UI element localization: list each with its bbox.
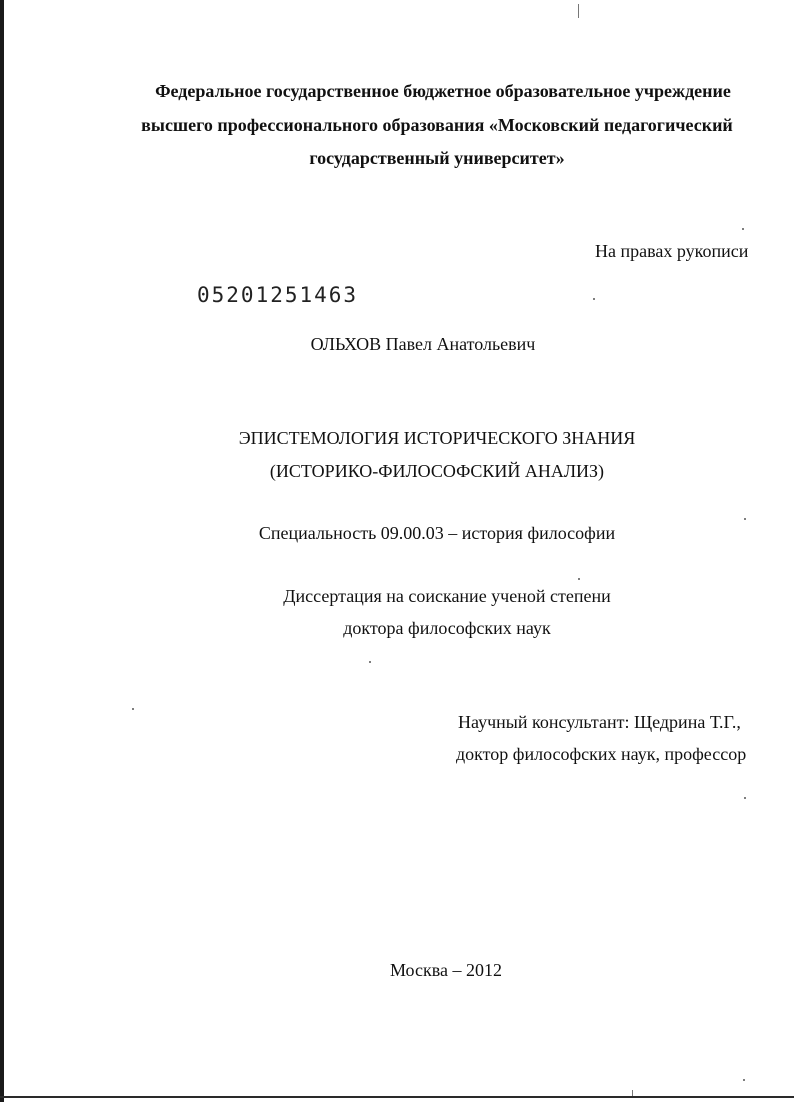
- institution-line-1: Федеральное государственное бюджетное образовательное учреждение: [155, 81, 731, 101]
- scan-speck: [744, 518, 746, 520]
- degree-line-2: доктора философских наук: [343, 618, 551, 638]
- scan-tick: [578, 4, 579, 18]
- scan-tick: [632, 1090, 633, 1096]
- scan-speck: [593, 298, 595, 300]
- degree-line-1: Диссертация на соискание ученой степени: [283, 586, 611, 606]
- institution-line-2: высшего профессионального образования «Московский педагогический: [141, 115, 733, 135]
- consultant-line-2: доктор философских наук, профессор: [456, 744, 747, 764]
- scan-speck: [369, 661, 371, 663]
- author-name: ОЛЬХОВ Павел Анатольевич: [310, 334, 536, 354]
- scan-speck: [743, 1079, 745, 1081]
- scan-border-bottom: [0, 1096, 794, 1098]
- scan-speck: [744, 797, 746, 799]
- specialty: Специальность 09.00.03 – история философии: [258, 523, 616, 543]
- stamp-number: 05201251463: [197, 283, 359, 307]
- consultant-line-1: Научный консультант: Щедрина Т.Г.,: [458, 712, 741, 732]
- scan-speck: [742, 228, 744, 230]
- city-year: Москва – 2012: [390, 960, 502, 980]
- scan-speck: [578, 578, 580, 580]
- dissertation-title-line-2: (ИСТОРИКО-ФИЛОСОФСКИЙ АНАЛИЗ): [269, 461, 605, 481]
- manuscript-note: На правах рукописи: [595, 241, 749, 261]
- scan-speck: [132, 708, 134, 710]
- institution-line-3: государственный университет»: [309, 148, 565, 168]
- dissertation-title-line-1: ЭПИСТЕМОЛОГИЯ ИСТОРИЧЕСКОГО ЗНАНИЯ: [238, 428, 636, 448]
